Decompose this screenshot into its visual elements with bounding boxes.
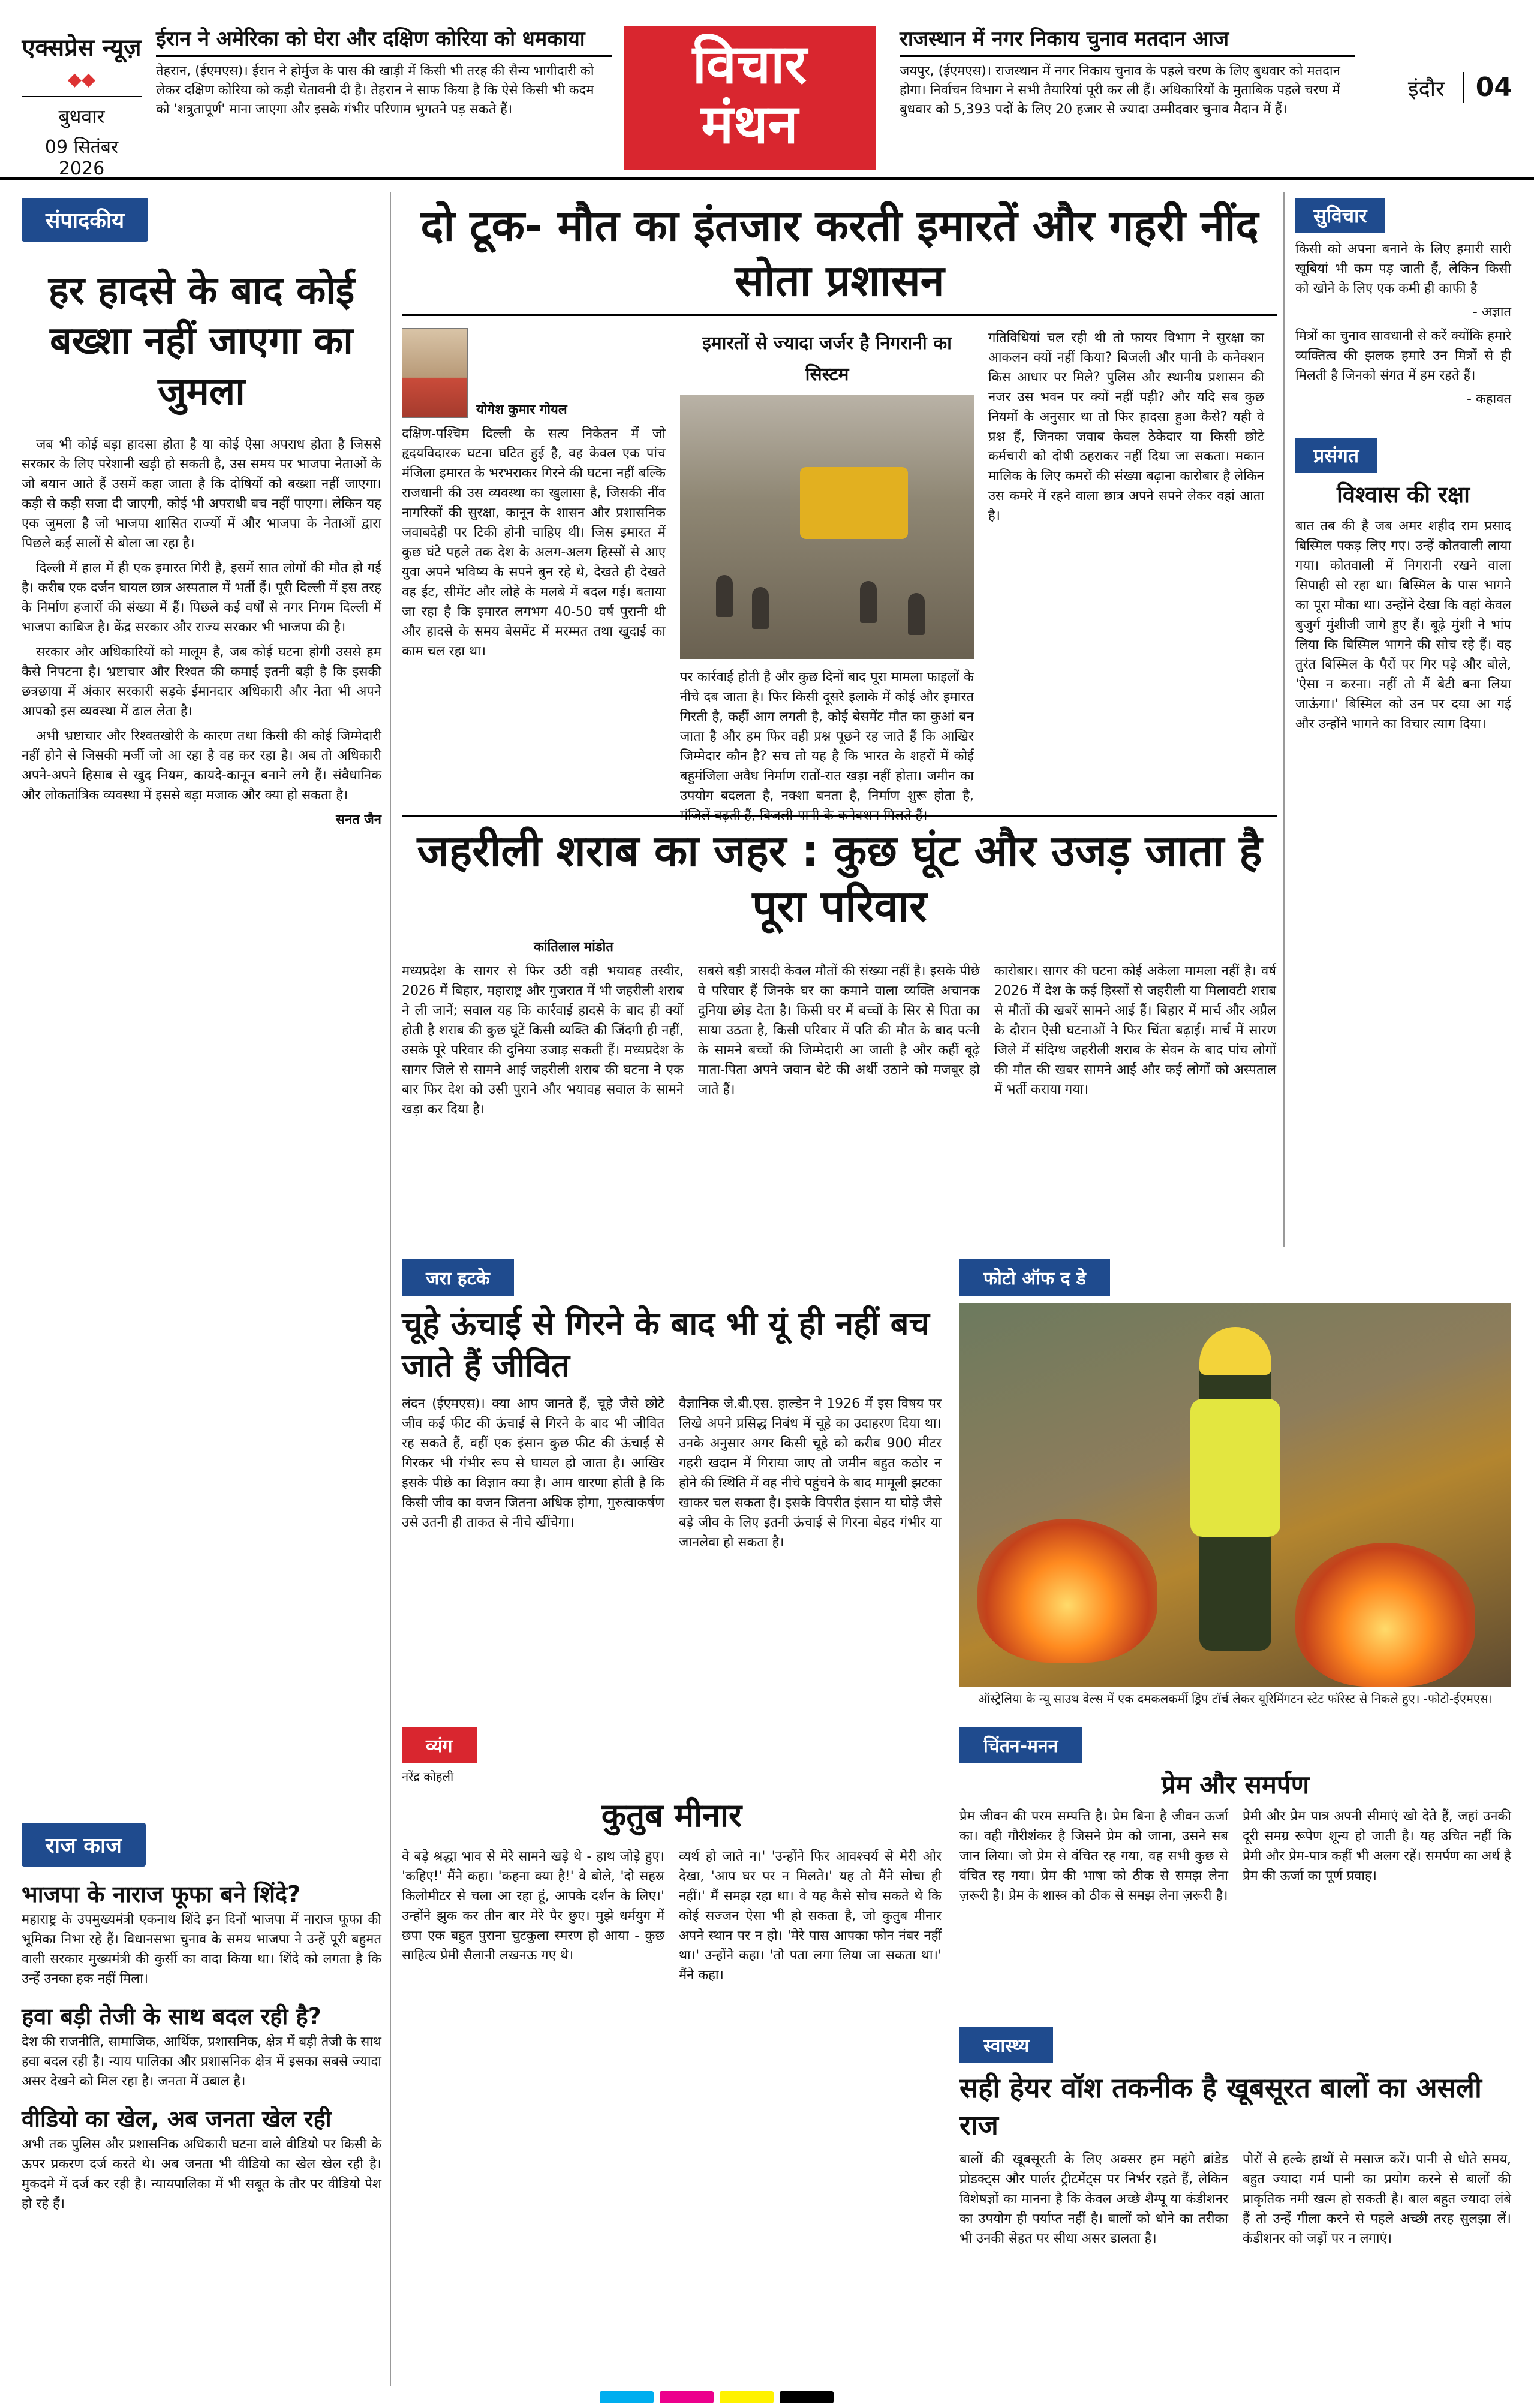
rajkaj-text-1: महाराष्ट्र के उपमुख्यमंत्री एकनाथ शिंदे इन दिनों भाजपा में नाराज फूफा की भूमिका निभा रहे हैं। विधानसभा चुनाव के समय भाजपा ने उन्हें पूरी बहुमत वाली सरकार मुख्यमंत्री की कुर्सी का वादा किया था। शिंदे को लगता है कि उन्हें उनका हक नहीं मिला।	[22, 1912, 381, 1986]
chintan-title[interactable]: प्रेम और समर्पण	[1161, 1770, 1310, 1799]
editorial-headline[interactable]: हर हादसे के बाद कोई बख्शा नहीं जाएगा का जुमला	[48, 269, 355, 414]
rajkaj-title-3[interactable]: वीडियो का खेल, अब जनता खेल रही	[22, 2106, 332, 2132]
suvichar-box	[1295, 198, 1511, 407]
prasang-text: बात तब की है जब अमर शहीद राम प्रसाद बिस्मिल पकड़ लिए गए। उन्हें कोतवाली लाया गया। कोतवाली में निगरानी रखने वाला सिपाही सो रहा था। बिस्मिल के पास भागने का पूरा मौका था। उन्होंने देखा कि वहां केवल बुजुर्ग मुंशीजी जागे हुए हैं। बूढ़े मुंशी ने भांप लिया कि बिस्मिल भागने की सोच रहे हैं। वह तुरंत बिस्मिल के पैरों पर गिर पड़े और बोले, 'ऐसा न करना। नहीं तो मैं बेटी बना लिया जाऊंगा।' बिस्मिल को उन पर दया आ गई और उन्होंने भागने का विचार त्याग दिया।	[1295, 519, 1511, 732]
second-author: कांतिलाल मांडोत	[534, 940, 613, 955]
person-shape	[860, 581, 877, 623]
suvichar-author-2: - कहावत	[1467, 392, 1511, 407]
brief-right-text: जयपुर, (ईएमएस)। राजस्थान में नगर निकाय चुनाव के पहले चरण के लिए बुधवार को मतदान होगा। निर्वाचन विभाग ने सभी तैयारियां पूरी कर ली हैं। अधिकारियों के मुताबिक पहले चरण में बुधवार को 5,393 पदों के लिए 20 हजार से ज्यादा उम्मीदवार चुनाव मैदान में हैं।	[900, 64, 1340, 117]
editorial-author: सनत जैन	[336, 812, 381, 827]
editorial-para: जब भी कोई बड़ा हादसा होता है या कोई ऐसा अपराध होता है जिससे सरकार के लिए परेशानी खड़ी हो सकती है, उस समय पर भाजपा नेताओं के जो बयान आते हैं उसमें कहा जाता है कि दोषियों को बख्शा नहीं जाएगा। कड़ी से कड़ी सजा दी जाएगी, कोई भी अपराधी बच नहीं पाएगा। लेकिन यह एक जुमला है जो भाजपा शासित राज्यों में और भाजपा के नेताओं द्वारा पिछले कई सालों से बोला जा रहा है।	[22, 437, 381, 551]
column-divider	[390, 192, 391, 2386]
vyang-headline[interactable]: कुतुब मीनार	[601, 1796, 742, 1834]
suvichar-quote-1: किसी को अपना बनाने के लिए हमारी सारी खूबियां भी कम पड़ जाती हैं, लेकिन किसी को खोने के लिए एक कमी ही काफी है	[1295, 242, 1511, 296]
page-info	[1408, 72, 1512, 103]
author-photo	[402, 328, 468, 418]
photo-of-day	[959, 1259, 1511, 1706]
swasthya-body	[959, 2150, 1511, 2249]
column-divider	[1283, 192, 1285, 1247]
section-logo	[624, 26, 876, 170]
lead-text-1: दक्षिण-पश्चिम दिल्ली के सत्य निकेतन में जो हृदयविदारक घटना घटित हुई है, वह केवल एक पांच मंजिला इमारत के भरभराकर गिरने की घटना नहीं बल्कि राजधानी की उस व्यवस्था का खुलासा है, जिसकी नींव नागरिकों की सुरक्षा, कानून के शासन और प्रशासनिक जवाबदेही पर टिकी होनी चाहिए थी। जिस इमारत में कुछ घंटे पहले तक देश के अलग-अलग हिस्सों से आए युवा अपने भविष्य के सपने बुन रहे थे, देखते ही देखते वह ईंट, सीमेंट और लोहे के मलबे में बदल गई। बताया जा रहा है कि इमारत लगभग 40-50 वर्ष पुरानी थी और हादसे के समय बेसमेंट में मरम्मत तथा खुदाई का काम चल रहा था।	[402, 426, 666, 659]
editorial-para: अभी भ्रष्टाचार और रिश्वतखोरी के कारण तथा किसी की कोई जिम्मेदारी नहीं होने से जिसकी मर्जी जो आ रहा है वह कर रहा है। अब तो अधिकारी अपने-अपने हिसाब से खुद नियम, कायदे-कानून बनाने लगे हैं। संवैधानिक और लोकतांत्रिक व्यवस्था में इससे बड़ा मजाक और क्या हो सकता है।	[22, 729, 381, 803]
photo-caption: ऑस्ट्रेलिया के न्यू साउथ वेल्स में एक दमकलकर्मी ड्रिप टॉर्च लेकर यूरिमिंगटन स्टेट फॉरेस्ट से निकले हुए। -फोटो-ईएमएस।	[977, 1691, 1493, 1706]
vest-shape	[1190, 1399, 1280, 1537]
brief-left-text: तेहरान, (ईएमएस)। ईरान ने होर्मुज के पास की खाड़ी में किसी भी तरह की सैन्य भागीदारी को लेकर दक्षिण कोरिया को कड़ी चेतावनी दी है। तेहरान ने साफ किया है कि ऐसे किसी भी कदम को 'शत्रुतापूर्ण' माना जाएगा और इसके गंभीर परिणाम भुगतने पड़ सकते हैं।	[156, 64, 594, 117]
suvichar-tag[interactable]: सुविचार	[1295, 198, 1385, 233]
suvichar-quote-2: मित्रों का चुनाव सावधानी से करें क्योंकि हमारे व्यक्तित्व की झलक हमारे उन मित्रों से ही मिलती है जिनको संगत में हम रहते हैं।	[1295, 329, 1511, 383]
issue-date: 09 सितंबर 2026	[44, 137, 119, 179]
prasang-box	[1295, 438, 1511, 734]
editorial-para: सरकार और अधिकारियों को मालूम है, जब कोई घटना होगी उससे हम कैसे निपटना है। भ्रष्टाचार और रिश्वत की कमाई इतनी बड़ी है कि इसकी छत्रछाया में अंकार सरकारी सड़के ईमानदार अधिकारी और नेता भी अपने आपको इस व्यवस्था में ढाल लेता है।	[22, 645, 381, 719]
second-text-2: सबसे बड़ी त्रासदी केवल मौतों की संख्या नहीं है। इसके पीछे वे परिवार हैं जिनके घर का कमाने वाला व्यक्ति अचानक दुनिया छोड़ देता है। किसी घर में बच्चों के सिर से पिता का साया उठता है, किसी परिवार में पति की मौत के बाद पत्नी के सामने बच्चों की जिम्मेदारी आ जाती है और कहीं बूढ़े माता-पिता अपने जवान बेटे की अर्थी उठाने को मजबूर हो जाते हैं।	[698, 964, 980, 1097]
chintan-story	[959, 1727, 1511, 1906]
vyang-text-1: वे बड़े श्रद्धा भाव से मेरे सामने खड़े थे - हाथ जोड़े हुए। 'कहिए!' मैंने कहा। 'कहना क्या है!' वे बोले, 'दो सहस्र किलोमीटर से चला आ रहा हूं, आपके दर्शन के लिए।' उन्होंने झुक कर तीन बार मेरे पैर छुए। मुझे धर्मयुग में छपा एक बहुत पुराना चुटकुला स्मरण हो आया - कुछ साहित्य प्रेमी सैलानी लखनऊ गए थे।	[402, 1849, 664, 1963]
jarahatke-tag[interactable]: जरा हटके	[402, 1259, 514, 1296]
lead-col-2	[680, 328, 974, 826]
brand-name: एक्सप्रेस न्यूज़	[22, 34, 142, 62]
jarahatke-text-2: वैज्ञानिक जे.बी.एस. हाल्डेन ने 1926 में इस विषय पर लिखे अपने प्रसिद्ध निबंध में चूहे का उदाहरण दिया था। उनके अनुसार अगर किसी चूहे को करीब 900 मीटर गहरी खदान में गिराया जाए तो जमीन बहुत कठोर न होने की स्थिति में वह नीचे पहुंचने के बाद मामूली झटका खाकर चल सकता है। इसके विपरीत इंसान या घोड़े जैसे बड़े जीव के लिए इतनी ऊंचाई से गिरना बेहद गंभीर या जानलेवा हो सकता है।	[679, 1396, 942, 1550]
swasthya-story	[959, 2027, 1511, 2249]
second-body	[402, 961, 1277, 1119]
lead-body	[402, 328, 1277, 826]
jarahatke-text-1: लंदन (ईएमएस)। क्या आप जानते हैं, चूहे जैसे छोटे जीव कई फीट की ऊंचाई से गिरने के बाद भी जीवित रह सकते हैं, वहीं एक इंसान कुछ फीट की ऊंचाई से गिरकर भी गंभीर रूप से घायल हो जाता है। आखिर इसके पीछे का विज्ञान क्या है। आम धारणा होती है कि किसी जीव का वजन जितना अधिक होगा, गुरुत्वाकर्षण उसे उतनी ही ताकत से नीचे खींचेगा।	[402, 1396, 664, 1530]
rajkaj-column	[22, 1823, 381, 2214]
lead-headline[interactable]: दो टूक- मौत का इंतजार करती इमारतें और गहरी नींद सोता प्रशासन	[420, 200, 1259, 306]
rajkaj-title-1[interactable]: भाजपा के नाराज फूफा बने शिंदे?	[22, 1881, 301, 1907]
logo-line2: मंथन	[701, 93, 798, 156]
vyang-author: नरेंद्र कोहली	[402, 1769, 454, 1784]
lead-author: योगेश कुमार गोयल	[476, 402, 567, 417]
chintan-tag[interactable]: चिंतन-मनन	[959, 1727, 1082, 1763]
helmet-shape	[1199, 1327, 1271, 1375]
dot-icon: ◆◆	[67, 69, 96, 90]
person-shape	[716, 575, 733, 617]
lead-text-3: गतिविधियां चल रही थी तो फायर विभाग ने सुरक्षा का आकलन क्यों नहीं किया? बिजली और पानी के कनेक्शन किस आधार पर मिले? पुलिस और स्थानीय प्रशासन की नजर उस भवन पर क्यों नहीं पड़ी? और यदि सब कुछ नियमों के अनुसार था तो फिर हादसा हुआ कैसे? यही वे प्रश्न हैं, जिनका जवाब केवल ठेकेदार या किसी छोटे कर्मचारी को दोषी ठहराकर नहीं दिया जा सकता। मकान मालिक के लिए कमरों की संख्या बढ़ाना कारोबार है लेकिन उस कमरे में रहने वाला छात्र अपने सपने लेकर वहां आता है।	[988, 330, 1264, 523]
person-shape	[908, 593, 925, 635]
fire-photo	[959, 1303, 1511, 1687]
issue-day: बुधवार	[22, 96, 142, 129]
vyang-text-2: व्यर्थ हो जाते न।' 'उन्होंने फिर आवश्चर्य से मेरी ओर देखा, 'आप घर पर न मिलते।' यह तो मैंने सोचा ही नहीं।' मैं समझ रहा था। वे यह कैसे सोच सकते थे कि कोई सज्जन ऐसा भी हो सकता है, जो कुतुब मीनार अपने स्थान पर न हो। 'मेरे पास आपका फोन नंबर नहीं था।' उन्होंने कहा। 'तो पता लगा लिया जा सकता था।' मैंने कहा।	[679, 1849, 942, 1983]
swasthya-headline[interactable]: सही हेयर वॉश तकनीक है खूबसूरत बालों का असली राज	[959, 2072, 1482, 2141]
rajkaj-text-3: अभी तक पुलिस और प्रशासनिक अधिकारी घटना वाले वीडियो पर किसी के ऊपर प्रकरण दर्ज करते थे। अब जनता भी वीडियो का खेल खेल रही है। मुकदमे में दर्ज कर रही है। न्यायपालिका में भी सबूत के तौर पर वीडियो पेश हो रहे हैं।	[22, 2137, 381, 2211]
yellow-mark	[720, 2391, 774, 2403]
photo-tag[interactable]: फोटो ऑफ द डे	[959, 1259, 1110, 1296]
jarahatke-story	[402, 1259, 942, 1552]
cyan-mark	[600, 2391, 654, 2403]
chintan-text-1: प्रेम जीवन की परम सम्पत्ति है। प्रेम बिना है जीवन ऊर्जा का। वही गौरीशंकर है जिसने प्रेम को जाना, उसने सब जान लिया। जो प्रेम से वंचित रह गया, वह सभी कुछ से वंचित रह गया। प्रेम की भाषा को ठीक से समझ लेना ज़रूरी है। प्रेम के शास्त्र को ठीक से समझ लेना ज़रूरी है।	[959, 1809, 1228, 1903]
rajkaj-text-2: देश की राजनीति, सामाजिक, आर्थिक, प्रशासनिक, क्षेत्र में बड़ी तेजी के साथ हवा बदल रही है। न्याय पालिका और प्रशासनिक क्षेत्र में इसका सबसे ज्यादा असर देखने को मिल रहा है। जनता में उबाल है।	[22, 2034, 381, 2089]
brief-right	[900, 24, 1355, 119]
editorial-tag[interactable]: संपादकीय	[22, 198, 148, 242]
fire-shape	[1295, 1543, 1475, 1687]
bulldozer-shape	[800, 467, 908, 539]
lead-col-3	[988, 328, 1264, 826]
collapse-photo	[680, 395, 974, 659]
second-text-1: मध्यप्रदेश के सागर से फिर उठी वही भयावह तस्वीर, 2026 में बिहार, महाराष्ट्र और गुजरात में भी जहरीली शराब ने ली जानें; सवाल यह कि कार्रवाई हादसे के बाद ही क्यों होती है शराब की कुछ घूंटें किसी व्यक्ति की जिंदगी ही नहीं, उसके पूरे परिवार की दुनिया उजाड़ सकती हैं। मध्यप्रदेश के सागर जिले से सामने आई जहरीली शराब की घटना ने एक बार फिर देश को उसी पुराने और भयावह सवाल के सामने खड़ा कर दिया है।	[402, 964, 684, 1117]
editorial-column	[22, 198, 381, 828]
divider	[402, 314, 1277, 316]
second-text-3: कारोबार। सागर की घटना कोई अकेला मामला नहीं है। वर्ष 2026 में देश के कई हिस्सों से जहरीली या मिलावटी शराब से मौतों की खबरें सामने आई हैं। बिहार में मार्च और अप्रैल के दौरान ऐसी घटनाओं ने फिर चिंता बढ़ाई। मार्च में सारण जिले में संदिग्ध जहरीली शराब के सेवन के बाद पांच लोगों की मौत की खबर सामने आई और कई लोगों को अस्पताल में भर्ती कराया गया।	[994, 964, 1276, 1097]
vyang-story	[402, 1727, 942, 1985]
page-number: 04	[1463, 72, 1512, 103]
brand-block	[22, 30, 142, 179]
prasang-title[interactable]: विश्वास की रक्षा	[1337, 481, 1470, 508]
lead-story	[402, 198, 1277, 826]
black-mark	[780, 2391, 834, 2403]
editorial-para: दिल्ली में हाल में ही एक इमारत गिरी है, इसमें सात लोगों की मौत हो गई है। करीब एक दर्जन घायल छात्र अस्पताल में भर्ती हैं। पूरी दिल्ली में इस तरह के निर्माण हजारों की संख्या में हैं। पिछले कई वर्षों से नगर निगम दिल्ली में भाजपा काबिज है। केंद्र सरकार और राज्य सरकार भी भाजपा की है।	[22, 561, 381, 635]
vyang-tag[interactable]: व्यंग	[402, 1727, 477, 1763]
author-box	[402, 328, 666, 418]
divider	[402, 815, 1277, 817]
brief-left	[156, 24, 612, 119]
vyang-body	[402, 1847, 942, 1985]
swasthya-tag[interactable]: स्वास्थ्य	[959, 2027, 1053, 2063]
second-headline[interactable]: जहरीली शराब का जहर : कुछ घूंट और उजड़ जाता है पूरा परिवार	[417, 826, 1262, 931]
lead-text-2: पर कार्रवाई होती है और कुछ दिनों बाद पूरा मामला फाइलों के नीचे दब जाता है। फिर किसी दूसरे इलाके में कोई और इमारत गिरती है, कहीं आग लगती है, कोई बेसमेंट मौत का कुआं बन जाता है और हम फिर वही प्रश्न पूछने रह जाते हैं कि आखिर जिम्मेदार कौन है? सच तो यह है कि भारत के शहरों में कोई बहुमंजिला अवैध निर्माण रातों-रात खड़ा नहीं होता। जमीन का उपयोग बदलता है, नक्शा बनता है, निर्माण शुरू होता है, मंजिलें बढ़ती हैं, बिजली-पानी के कनेक्शन मिलते हैं।	[680, 670, 974, 823]
rajkaj-tag[interactable]: राज काज	[22, 1823, 146, 1867]
magenta-mark	[660, 2391, 714, 2403]
logo-line1: विचार	[692, 33, 807, 96]
brief-right-title[interactable]: राजस्थान में नगर निकाय चुनाव मतदान आज	[900, 24, 1355, 57]
chintan-body	[959, 1807, 1511, 1906]
second-story	[402, 815, 1277, 1119]
suvichar-author-1: - अज्ञात	[1472, 305, 1511, 320]
editorial-body	[22, 435, 381, 805]
jarahatke-headline[interactable]: चूहे ऊंचाई से गिरने के बाद भी यूं ही नहीं बच जाते हैं जीवित	[402, 1305, 930, 1384]
city: इंदौर	[1407, 77, 1445, 101]
masthead	[0, 0, 1534, 180]
rajkaj-title-2[interactable]: हवा बड़ी तेजी के साथ बदल रही है?	[22, 2003, 321, 2030]
brief-left-title[interactable]: ईरान ने अमेरिका को घेरा और दक्षिण कोरिया को धमकाया	[156, 24, 612, 57]
chintan-text-2: प्रेमी और प्रेम पात्र अपनी सीमाएं खो देते हैं, जहां उनकी दूरी समग्र रूपेण शून्य हो जाती है। यह उचित नहीं कि प्रेमी और प्रेम-पात्र कहीं भी अलग रहें। समर्पण का अर्थ है प्रेम की ऊर्जा का पूर्ण प्रवाह।	[1243, 1809, 1511, 1883]
lead-photo-title: इमारतों से ज्यादा जर्जर है निगरानी का सिस्टम	[702, 333, 952, 385]
swasthya-text-1: बालों की खूबसूरती के लिए अक्सर हम महंगे ब्रांडेड प्रोडक्ट्स और पार्लर ट्रीटमेंट्स पर निर्भर रहते हैं, लेकिन विशेषज्ञों का मानना है कि केवल अच्छे शैम्पू या कंडीशनर का उपयोग ही पर्याप्त नहीं है। बालों को धोने का तरीका भी उनकी सेहत पर सीधा असर डालता है।	[959, 2152, 1228, 2246]
jarahatke-body	[402, 1394, 942, 1552]
lead-col-1	[402, 328, 666, 826]
person-shape	[752, 587, 769, 629]
prasang-tag[interactable]: प्रसंगत	[1295, 438, 1377, 473]
fire-shape	[977, 1519, 1157, 1663]
swasthya-text-2: पोरों से हल्के हाथों से मसाज करें। पानी से धोते समय, बहुत ज्यादा गर्म पानी का प्रयोग करने से बालों की प्राकृतिक नमी खत्म हो सकती है। बाल बहुत ज्यादा लंबे हैं तो उन्हें गीला करने से पहले अच्छी तरह सुलझा लें। कंडीशनर को जड़ों पर न लगाएं।	[1243, 2152, 1511, 2246]
